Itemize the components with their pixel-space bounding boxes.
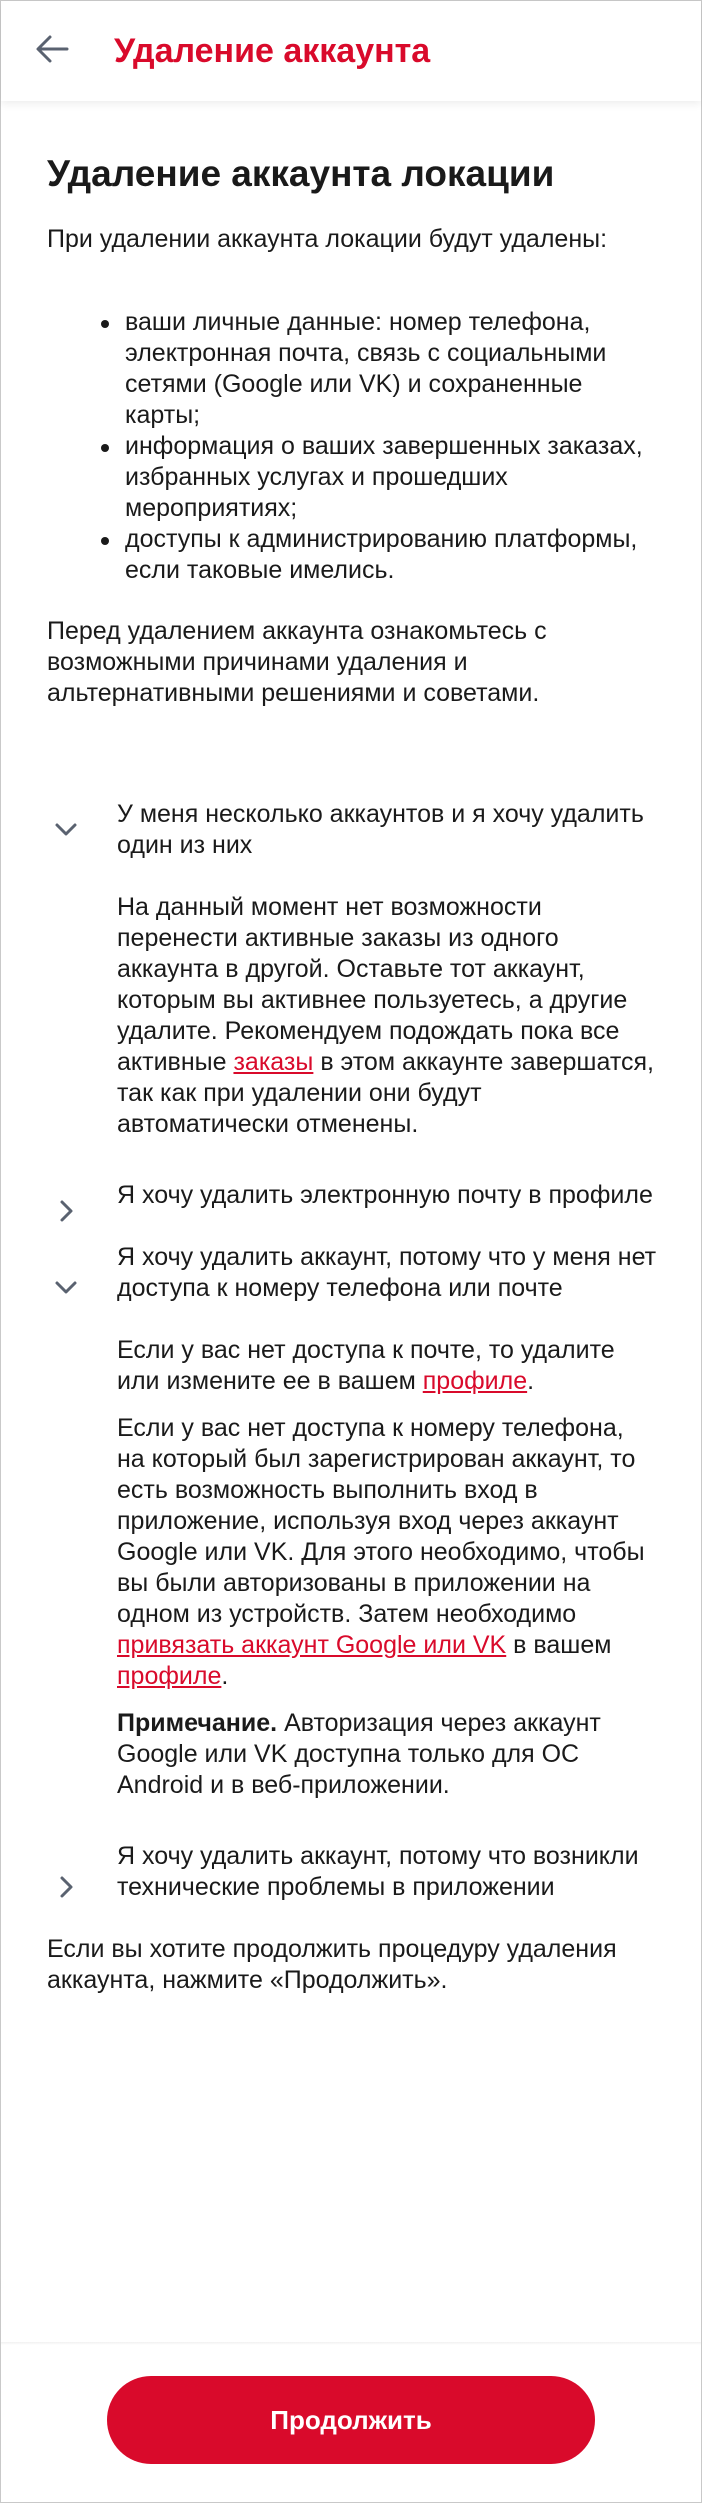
note-text: Авторизация через аккаунт Google или VK доступна только для ОС Android и в веб-приложении. <box>117 1709 601 1799</box>
chevron-down-icon <box>53 1275 79 1301</box>
accordion-title: Я хочу удалить электронную почту в профиле <box>117 1181 653 1209</box>
accordion-item <box>47 799 657 1140</box>
outro-text: Если вы хотите продолжить процедуру удаления аккаунта, нажмите «Продолжить». <box>47 1935 617 1994</box>
email-advice <box>117 1335 657 1397</box>
footer-divider <box>1 2342 701 2345</box>
accordion-title: У меня несколько аккаунтов и я хочу удалить один из них <box>117 800 644 859</box>
page-content <box>47 150 657 1996</box>
accordion-body <box>47 1335 657 1801</box>
accordion-text: в этом аккаунте завершатся, так как при удалении они будут автоматически отменены. <box>117 1048 654 1138</box>
app-header <box>1 1 701 101</box>
deleted-data-list <box>47 307 657 586</box>
period: . <box>527 1367 535 1395</box>
list-item: информация о ваших завершенных заказах, избранных услугах и прошедших мероприятиях; <box>125 431 657 524</box>
note-label: Примечание. <box>117 1709 278 1737</box>
accordion-text: На данный момент нет возможности перенести активные заказы из одного аккаунта в другой. Оставьте тот аккаунт, которым вы активнее пользуетесь, а другие удалите. Рекомендуем подождать пока все активные <box>117 893 628 1076</box>
profile-link[interactable]: профиле <box>117 1662 222 1690</box>
intro-text: При удалении аккаунта локации будут удалены: <box>47 225 608 253</box>
accordion-header[interactable] <box>47 1242 657 1304</box>
accordion-item <box>47 1841 657 1903</box>
header-title: Удаление аккаунта <box>114 32 431 70</box>
arrow-left-icon <box>35 34 69 69</box>
orders-link[interactable]: заказы <box>233 1048 314 1076</box>
accordion-header[interactable] <box>47 1841 657 1903</box>
lead-text: Перед удалением аккаунта ознакомьтесь с возможными причинами удаления и альтернативными решениями и советами. <box>47 617 547 707</box>
accordion-title: Я хочу удалить аккаунт, потому что возникли технические проблемы в приложении <box>117 1842 639 1901</box>
accordion-text: в вашем <box>506 1631 612 1659</box>
list-item: ваши личные данные: номер телефона, электронная почта, связь с социальными сетями (Google или VK) и сохраненные карты; <box>125 307 657 431</box>
accordion-item <box>47 1242 657 1801</box>
accordion-header[interactable] <box>47 799 657 861</box>
chevron-right-icon <box>53 1874 79 1900</box>
back-button[interactable] <box>29 31 75 71</box>
accordion-body <box>47 892 657 1140</box>
phone-advice <box>117 1413 657 1692</box>
accordion-header[interactable] <box>47 1180 657 1211</box>
accordion-title: Я хочу удалить аккаунт, потому что у меня нет доступа к номеру телефона или почте <box>117 1243 657 1302</box>
chevron-down-icon <box>53 817 79 843</box>
continue-button[interactable]: Продолжить <box>107 2376 595 2464</box>
chevron-right-icon <box>53 1198 79 1224</box>
link-account-link[interactable]: привязать аккаунт Google или VK <box>117 1631 507 1659</box>
note <box>117 1708 657 1801</box>
accordion-text: Если у вас нет доступа к номеру телефона, на который был зарегистрирован аккаунт, то есть возможность выполнить вход в приложение, используя вход через аккаунт Google или VK. Для этого необходимо, чтобы вы были авторизованы в приложении на одном из устройств. Затем необходимо <box>117 1414 645 1628</box>
accordion-text: Если у вас нет доступа к почте, то удалите или измените ее в вашем <box>117 1336 615 1395</box>
page-title: Удаление аккаунта локации <box>47 153 555 194</box>
period: . <box>221 1662 229 1690</box>
profile-link[interactable]: профиле <box>422 1367 528 1395</box>
list-item: доступы к администрированию платформы, если таковые имелись. <box>125 524 657 586</box>
accordion-item <box>47 1180 657 1211</box>
